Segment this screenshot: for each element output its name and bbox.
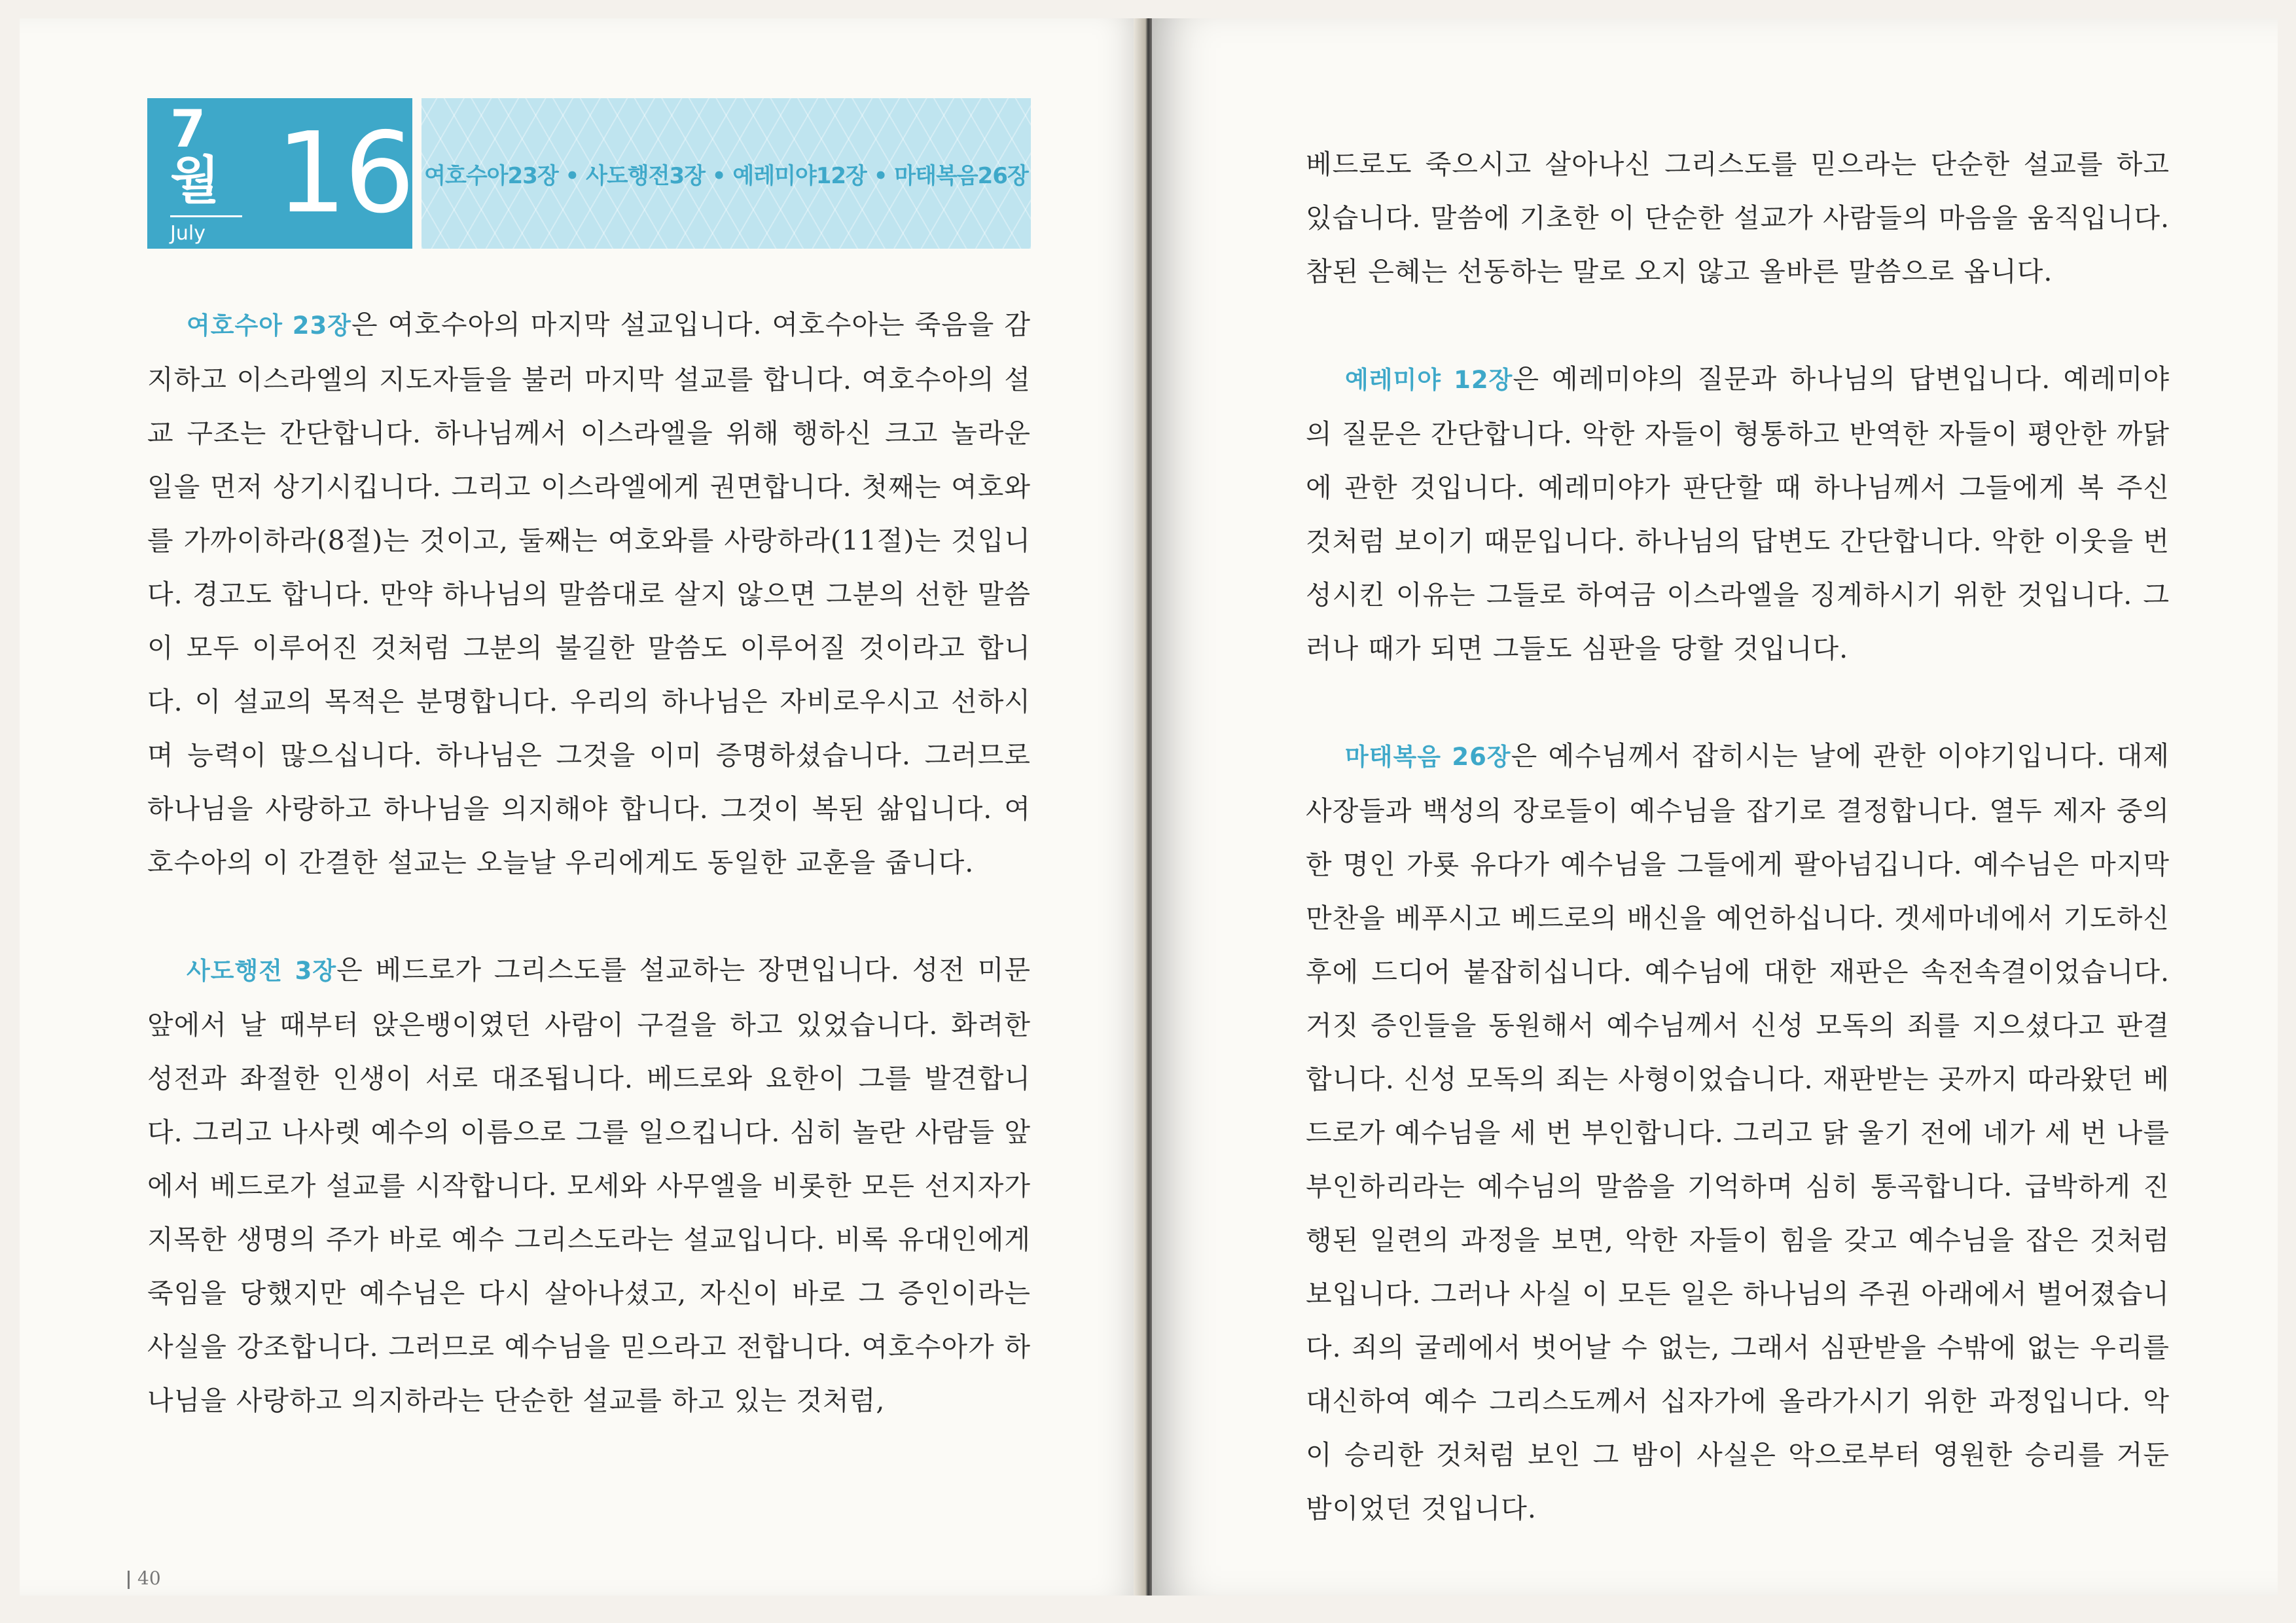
date-header: [147, 98, 1031, 249]
reading-plan-banner: [422, 98, 1031, 249]
right-column-text: [1306, 137, 2170, 1589]
left-column-text: [147, 298, 1031, 1481]
chapter-heading: 여호수아 23장: [187, 312, 352, 340]
day-number: 16: [276, 109, 412, 238]
chapter-heading: 마태복음 26장: [1345, 743, 1511, 771]
chapter-heading: 예레미야 12장: [1345, 366, 1513, 394]
date-badge: [147, 98, 412, 249]
chapter-heading: 사도행전 3장: [187, 957, 337, 985]
paragraph-body: 은 베드로가 그리스도를 설교하는 장면입니다. 성전 미문 앞에서 날 때부터 앉은뱅이였던 사람이 구걸을 하고 있었습니다. 화려한 성전과 좌절한 인생이 서로 대조됩니다. 베드로와 요한이 그를 발견합니다. 그리고 나사렛 예수의 이름으로 그를 일으킵니다. 심히 놀란 사람들 앞에서 베드로가 설교를 시작합니다. 모세와 사무엘을 비롯한 모든 선지자가 지목한 생명의 주가 바로 예수 그리스도라는 설교입니다. 비록 유대인에게 죽임을 당했지만 예수님은 다시 살아나셨고, 자신이 바로 그 증인이라는 사실을 강조합니다. 그러므로 예수님을 믿으라고 전합니다. 여호수아가 하나님을 사랑하고 의지하라는 단순한 설교를 하고 있는 것처럼,: [147, 954, 1031, 1416]
month-english-label: July: [170, 221, 206, 245]
month-label: 7월: [170, 99, 220, 210]
paragraph-acts-3: [147, 943, 1031, 1427]
paragraph-acts-3-continued: [1306, 137, 2170, 298]
reading-plan-text: 여호수아23장 • 사도행전3장 • 예레미야12장 • 마태복음26장: [424, 162, 1028, 189]
paragraph-body: 은 여호수아의 마지막 설교입니다. 여호수아는 죽음을 감지하고 이스라엘의 지도자들을 불러 마지막 설교를 합니다. 여호수아의 설교 구조는 간단합니다. 하나님께서 이스라엘을 위해 행하신 크고 놀라운 일을 먼저 상기시킵니다. 그리고 이스라엘에게 권면합니다. 첫째는 여호와를 가까이하라(8절)는 것이고, 둘째는 여호와를 사랑하라(11절)는 것입니다. 경고도 합니다. 만약 하나님의 말씀대로 살지 않으면 그분의 선한 말씀이 모두 이루어진 것처럼 그분의 불길한 말씀도 이루어질 것이라고 합니다. 이 설교의 목적은 분명합니다. 우리의 하나님은 자비로우시고 선하시며 능력이 많으십니다. 하나님은 그것을 이미 증명하셨습니다. 그러므로 하나님을 사랑하고 하나님을 의지해야 합니다. 그것이 복된 삶입니다. 여호수아의 이 간결한 설교는 오늘날 우리에게도 동일한 교훈을 줍니다.: [147, 309, 1031, 878]
paragraph-jeremiah-12: [1306, 352, 2170, 675]
paragraph-joshua-23: [147, 298, 1031, 889]
paragraph-body: 베드로도 죽으시고 살아나신 그리스도를 믿으라는 단순한 설교를 하고 있습니다. 말씀에 기초한 이 단순한 설교가 사람들의 마음을 움직입니다. 참된 은혜는 선동하는 말로 오지 않고 올바른 말씀으로 옵니다.: [1306, 149, 2170, 287]
paragraph-matthew-26: [1306, 729, 2170, 1535]
month-divider: [170, 215, 242, 217]
paragraph-body: 은 예레미야의 질문과 하나님의 답변입니다. 예레미야의 질문은 간단합니다. 악한 자들이 형통하고 반역한 자들이 평안한 까닭에 관한 것입니다. 예레미야가 판단할 때 하나님께서 그들에게 복 주신 것처럼 보이기 때문입니다. 하나님의 답변도 간단합니다. 악한 이웃을 번성시킨 이유는 그들로 하여금 이스라엘을 징계하시기 위한 것입니다. 그러나 때가 되면 그들도 심판을 당할 것입니다.: [1306, 363, 2170, 664]
page-number: 40: [128, 1567, 161, 1589]
paragraph-body: 은 예수님께서 잡히시는 날에 관한 이야기입니다. 대제사장들과 백성의 장로들이 예수님을 잡기로 결정합니다. 열두 제자 중의 한 명인 가룟 유다가 예수님을 그들에게 팔아넘깁니다. 예수님은 마지막 만찬을 베푸시고 베드로의 배신을 예언하십니다. 겟세마네에서 기도하신 후에 드디어 붙잡히십니다. 예수님에 대한 재판은 속전속결이었습니다. 거짓 증인들을 동원해서 예수님께서 신성 모독의 죄를 지으셨다고 판결합니다. 신성 모독의 죄는 사형이었습니다. 재판받는 곳까지 따라왔던 베드로가 예수님을 세 번 부인합니다. 그리고 닭 울기 전에 네가 세 번 나를 부인하리라는 예수님의 말씀을 기억하며 심히 통곡합니다. 급박하게 진행된 일련의 과정을 보면, 악한 자들이 힘을 갖고 예수님을 잡은 것처럼 보입니다. 그러나 사실 이 모든 일은 하나님의 주권 아래에서 벌어졌습니다. 죄의 굴레에서 벗어날 수 없는, 그래서 심판받을 수밖에 없는 우리를 대신하여 예수 그리스도께서 십자가에 올라가시기 위한 과정입니다. 악이 승리한 것처럼 보인 그 밤이 사실은 악으로부터 영원한 승리를 거둔 밤이었던 것입니다.: [1306, 740, 2170, 1524]
month-block: [170, 99, 250, 245]
